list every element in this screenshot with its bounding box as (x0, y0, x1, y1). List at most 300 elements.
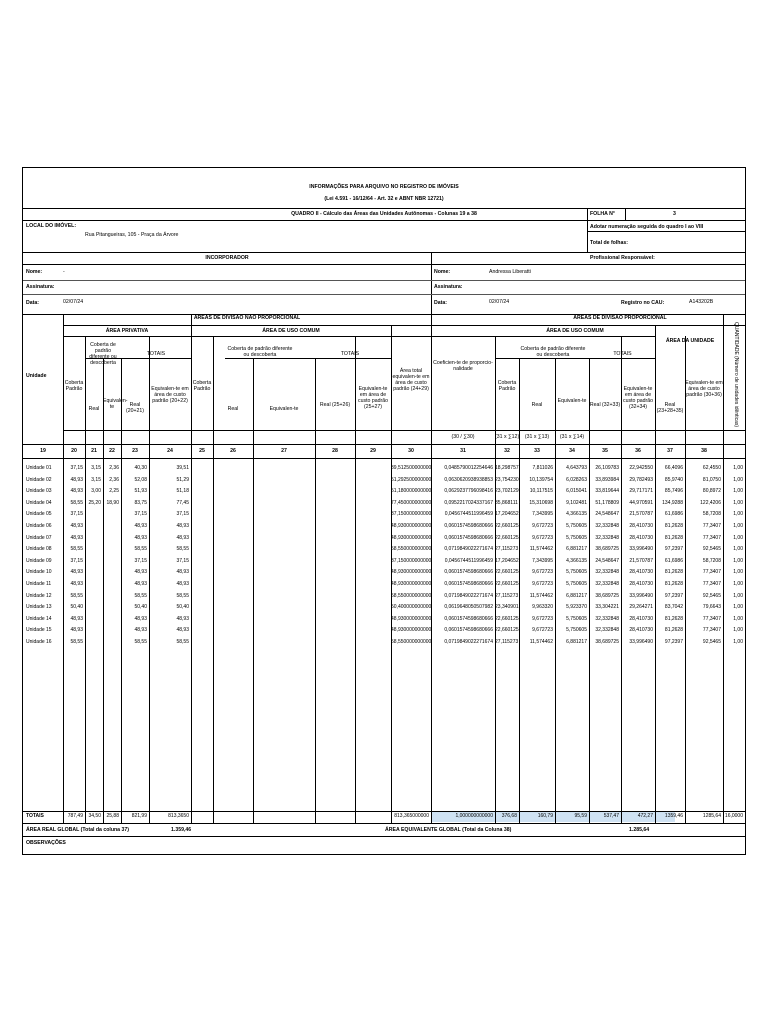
col-number-36: 36 (635, 448, 641, 454)
coberta-desc-3: Coberta de padrão diferente ou descoberta (520, 346, 586, 358)
row-5-cell-5: 37,15 (176, 511, 189, 518)
row-6-cell-0: Unidade 06 (26, 523, 52, 529)
area-da-unidade: ÁREA DA UNIDADE (665, 338, 715, 344)
row-7-cell-19: 77,3407 (702, 534, 721, 541)
row-1-cell-17: 22,942550 (629, 465, 653, 471)
row-16-cell-12: 0,0719849022271674 (444, 639, 493, 645)
row-1-cell-19: 62,4550 (702, 465, 721, 471)
row-3-cell-17: 29,717171 (629, 488, 653, 495)
row-12-cell-19: 92,5465 (702, 592, 721, 599)
equiv-29: Equivalen-te em área de custo padrão (25+27) (358, 386, 388, 410)
row-10-cell-13: 22,660125 (495, 569, 519, 576)
row-7-cell-4: 48,93 (134, 534, 147, 541)
row-14-cell-16: 32,332848 (595, 615, 619, 622)
row-5-cell-20: 1,00 (733, 511, 743, 518)
row-1-cell-0: Unidade 01 (26, 465, 52, 471)
row-1-cell-3: 2,36 (109, 465, 119, 471)
row-9-cell-5: 37,15 (176, 557, 189, 564)
row-4-cell-5: 77,45 (176, 499, 189, 506)
row-5-cell-13: 17,204652 (495, 511, 519, 518)
row-1-cell-1: 37,15 (70, 465, 83, 471)
row-16-cell-14: 11,574462 (529, 639, 553, 645)
area-total-eq-30: Área total equivalen-te em área de custo padrão (24+29) (392, 368, 430, 392)
row-8-cell-1: 58,55 (70, 546, 83, 553)
row-15-cell-12: 0,0601574598680666 (444, 627, 493, 634)
row-6-cell-14: 9,672723 (532, 523, 553, 529)
table-row (23, 556, 745, 567)
row-3-cell-11: 51,180000000000 (391, 488, 432, 495)
row-9-cell-1: 37,15 (70, 557, 83, 564)
row-11-cell-14: 9,672723 (532, 581, 553, 587)
totals-cell-19: 1285,64 (702, 813, 721, 819)
row-12-cell-16: 38,689725 (595, 592, 619, 599)
row-2-cell-2: 3,15 (91, 476, 101, 483)
row-5-cell-18: 61,6986 (664, 511, 683, 518)
row-9-cell-20: 1,00 (733, 557, 743, 564)
col-number-30: 30 (408, 448, 414, 454)
data-incorporador[interactable]: 02/07/24 (63, 299, 84, 305)
row-13-cell-17: 29,264271 (629, 604, 653, 611)
row-3-cell-12: 0,0629237796098416 (444, 488, 493, 495)
col-number-27: 27 (281, 448, 287, 454)
row-3-cell-13: 23,702129 (495, 488, 519, 495)
row-2-cell-11: 51,292500000000 (391, 476, 432, 483)
row-3-cell-19: 80,8972 (702, 488, 721, 495)
row-10-cell-14: 9,672723 (532, 569, 553, 576)
row-6-cell-18: 81,2628 (664, 523, 683, 529)
row-8-cell-4: 58,55 (134, 546, 147, 553)
row-7-cell-5: 48,93 (176, 534, 189, 541)
row-13-cell-0: Unidade 13 (26, 604, 52, 611)
nome-label-prof: Nome: (434, 269, 451, 275)
row-15-cell-16: 32,332848 (595, 627, 619, 634)
row-1-cell-15: 4,643793 (566, 465, 587, 471)
row-11-cell-20: 1,00 (733, 581, 743, 587)
row-3-cell-20: 1,00 (733, 488, 743, 495)
equiv-27: Equivalen-te (269, 406, 299, 412)
col-number-29: 29 (370, 448, 376, 454)
row-10-cell-18: 81,2628 (664, 569, 683, 576)
totals-cell-3: 25,88 (106, 813, 119, 819)
table-row (23, 463, 745, 474)
row-14-cell-12: 0,0601574598680666 (444, 615, 493, 622)
row-15-cell-1: 48,93 (70, 627, 83, 634)
area-eq-global-label: ÁREA EQUIVALENTE GLOBAL (Total da Coluna 38) (385, 827, 512, 833)
row-16-cell-13: 27,115273 (495, 639, 519, 645)
row-2-cell-3: 2,36 (109, 476, 119, 483)
row-15-cell-18: 81,2628 (664, 627, 683, 634)
row-10-cell-5: 48,93 (176, 569, 189, 576)
table-row (23, 475, 745, 486)
row-13-cell-4: 50,40 (134, 604, 147, 611)
area-uso-comum-prop: ÁREA DE USO COMUM (546, 328, 604, 334)
row-16-cell-19: 92,5465 (702, 639, 721, 645)
row-2-cell-20: 1,00 (733, 476, 743, 483)
row-2-cell-14: 10,139754 (529, 476, 553, 483)
row-12-cell-13: 27,115273 (495, 592, 519, 599)
row-15-cell-0: Unidade 15 (26, 627, 52, 634)
row-12-cell-4: 58,55 (134, 592, 147, 599)
row-4-cell-12: 0,0952217024337167 (444, 499, 493, 506)
row-13-cell-11: 50,400000000000 (391, 604, 432, 611)
row-5-cell-4: 37,15 (134, 511, 147, 518)
data-label: Data: (26, 300, 39, 306)
formula-33: (31 x ∑13) (524, 434, 550, 440)
row-15-cell-17: 28,410730 (629, 627, 653, 634)
formula-32: (31 x ∑12) (495, 434, 520, 440)
area-real-global-label: ÁREA REAL GLOBAL (Total da coluna 37) (26, 827, 129, 833)
row-11-cell-11: 48,930000000000 (391, 581, 432, 587)
col-number-25: 25 (199, 448, 205, 454)
nome-profissional[interactable]: Andressa Liberatti (489, 269, 531, 275)
coberta-desc-1: Coberta de padrão diferente ou descoberta (89, 342, 117, 366)
row-9-cell-17: 21,570787 (629, 557, 653, 564)
row-9-cell-14: 7,343995 (532, 557, 553, 564)
areas-nao-proporcional: ÁREAS DE DIVISÃO NÃO PROPORCIONAL (193, 315, 301, 321)
row-7-cell-18: 81,2628 (664, 534, 683, 541)
col-number-33: 33 (534, 448, 540, 454)
row-4-cell-18: 134,9288 (662, 499, 683, 506)
real-37: Real (23+28+35) (656, 402, 684, 414)
row-8-cell-0: Unidade 08 (26, 546, 52, 553)
unidade-heading: Unidade (26, 373, 47, 379)
row-15-cell-20: 1,00 (733, 627, 743, 634)
row-15-cell-5: 48,93 (176, 627, 189, 634)
row-8-cell-18: 97,2397 (664, 546, 683, 553)
row-10-cell-20: 1,00 (733, 569, 743, 576)
row-14-cell-13: 22,660125 (495, 615, 519, 622)
equiv-24: Equivalen-te em área de custo padrão (20+22) (151, 386, 189, 404)
row-4-cell-2: 25,20 (88, 499, 101, 506)
row-12-cell-5: 58,55 (176, 592, 189, 599)
row-9-cell-15: 4,366135 (566, 557, 587, 564)
row-3-cell-2: 3,00 (91, 488, 101, 495)
row-15-cell-4: 48,93 (134, 627, 147, 634)
real-23: Real (20+21) (125, 402, 145, 414)
totals-cell-2: 34,50 (88, 813, 101, 819)
folha-value: 3 (673, 211, 676, 217)
row-15-cell-11: 48,930000000000 (391, 627, 432, 634)
row-2-cell-0: Unidade 02 (26, 476, 52, 483)
quantidade-heading: QUANTIDADE (Número de unidades idênticas) (733, 322, 739, 428)
cau-value[interactable]: A143202B (689, 299, 714, 305)
total-folhas: Total de folhas: (590, 240, 628, 246)
row-4-cell-1: 58,55 (70, 499, 83, 506)
row-9-cell-18: 61,6986 (664, 557, 683, 564)
coberta-padrao-3: Coberta Padrão (497, 380, 517, 392)
row-4-cell-20: 1,00 (733, 499, 743, 506)
row-9-cell-16: 24,548647 (595, 557, 619, 564)
quadro-title: QUADRO II - Cálculo das Áreas das Unidades Autônomas - Colunas 19 a 38 (291, 211, 477, 217)
row-1-cell-5: 39,51 (176, 465, 189, 471)
row-13-cell-18: 83,7042 (664, 604, 683, 611)
row-12-cell-14: 11,574462 (529, 592, 553, 599)
row-3-cell-0: Unidade 03 (26, 488, 52, 495)
row-15-cell-14: 9,672723 (532, 627, 553, 634)
row-1-cell-11: 39,512500000000 (391, 465, 432, 471)
col-number-26: 26 (230, 448, 236, 454)
row-10-cell-0: Unidade 10 (26, 569, 52, 576)
row-4-cell-14: 15,310698 (529, 499, 553, 506)
row-10-cell-12: 0,0601574598680666 (444, 569, 493, 576)
form-subtitle: (Lei 4.591 - 16/12/64 - Art. 32 e ABNT NBR 12721) (324, 196, 444, 202)
row-11-cell-17: 28,410730 (629, 581, 653, 587)
row-4-cell-15: 9,102481 (566, 499, 587, 506)
col-number-35: 35 (602, 448, 608, 454)
row-9-cell-12: 0,0456744511996459 (444, 557, 493, 564)
row-13-cell-5: 50,40 (176, 604, 189, 611)
totals-cell-17: 472,27 (637, 813, 653, 819)
row-11-cell-16: 32,332848 (595, 581, 619, 587)
row-14-cell-11: 48,930000000000 (391, 615, 432, 622)
row-8-cell-17: 33,996490 (629, 546, 653, 553)
totals-row (23, 811, 745, 822)
data-label-prof: Data: (434, 300, 447, 306)
row-4-cell-17: 44,970591 (629, 499, 653, 506)
row-6-cell-15: 5,750605 (566, 523, 587, 529)
nome-incorporador[interactable]: - (63, 269, 65, 275)
row-8-cell-12: 0,0719849022271674 (444, 546, 493, 553)
row-6-cell-16: 32,332848 (595, 523, 619, 529)
row-16-cell-4: 58,55 (134, 639, 147, 645)
row-13-cell-15: 5,923370 (566, 604, 587, 611)
row-4-cell-13: 35,868111 (495, 499, 518, 506)
row-2-cell-17: 29,782493 (629, 476, 653, 483)
row-8-cell-16: 38,689725 (595, 546, 619, 553)
row-16-cell-1: 58,55 (70, 639, 83, 645)
row-9-cell-4: 37,15 (134, 557, 147, 564)
table-row (23, 567, 745, 578)
folha-label: FOLHA N° (590, 211, 615, 217)
coberta-desc-2: Coberta de padrão diferente ou descoberta (227, 346, 293, 358)
totals-cell-16: 537,47 (603, 813, 619, 819)
row-7-cell-16: 32,332848 (595, 534, 619, 541)
row-12-cell-11: 58,550000000000 (391, 592, 432, 599)
area-real-global-value: 1.359,46 (171, 827, 192, 833)
row-7-cell-14: 9,672723 (532, 534, 553, 541)
table-row (23, 533, 745, 544)
totais-2: TOTAIS (340, 351, 360, 357)
row-7-cell-0: Unidade 07 (26, 534, 52, 541)
row-14-cell-14: 9,672723 (532, 615, 553, 622)
real-33: Real (531, 402, 543, 408)
row-11-cell-18: 81,2628 (664, 581, 683, 587)
row-6-cell-19: 77,3407 (702, 523, 721, 529)
row-8-cell-15: 6,881217 (566, 546, 587, 553)
row-3-cell-16: 33,819644 (595, 488, 619, 495)
row-5-cell-0: Unidade 05 (26, 511, 52, 518)
row-3-cell-3: 2,25 (109, 488, 119, 495)
col-number-20: 20 (71, 448, 77, 454)
area-privativa: ÁREA PRIVATIVA (105, 328, 149, 334)
row-7-cell-12: 0,0601574598680666 (444, 534, 493, 541)
row-3-cell-15: 6,015041 (566, 488, 587, 495)
row-4-cell-19: 122,4206 (700, 499, 721, 506)
row-16-cell-0: Unidade 16 (26, 639, 52, 645)
row-2-cell-1: 48,93 (70, 476, 83, 483)
col-number-37: 37 (667, 448, 673, 454)
col-number-22: 22 (109, 448, 115, 454)
coef-31: Coeficien-te de proporcio-nalidade (433, 360, 493, 372)
row-3-cell-5: 51,18 (176, 488, 189, 495)
real-28: Real (25+26) (319, 402, 351, 408)
row-3-cell-4: 51,93 (134, 488, 147, 495)
formula-34: (31 x ∑14) (559, 434, 585, 440)
col-number-28: 28 (332, 448, 338, 454)
row-10-cell-16: 32,332848 (595, 569, 619, 576)
row-5-cell-11: 37,150000000000 (391, 511, 432, 518)
row-16-cell-20: 1,00 (733, 639, 743, 645)
area-uso-comum: ÁREA DE USO COMUM (262, 328, 320, 334)
row-10-cell-11: 48,930000000000 (391, 569, 432, 576)
row-9-cell-13: 17,204652 (495, 557, 519, 564)
totais-3: TOTAIS (613, 351, 632, 357)
row-1-cell-4: 40,30 (134, 465, 147, 471)
row-8-cell-19: 92,5465 (702, 546, 721, 553)
row-5-cell-17: 21,570787 (629, 511, 653, 518)
row-2-cell-13: 23,754230 (495, 476, 519, 483)
row-7-cell-17: 28,410730 (629, 534, 653, 541)
coberta-padrao-2: Coberta Padrão (192, 380, 212, 392)
row-8-cell-14: 11,574462 (529, 546, 553, 553)
row-11-cell-5: 48,93 (176, 581, 189, 587)
row-9-cell-19: 58,7208 (702, 557, 721, 564)
row-3-cell-1: 48,93 (70, 488, 83, 495)
totals-cell-4: 821,99 (131, 813, 147, 819)
row-7-cell-13: 22,660125 (495, 534, 519, 541)
row-6-cell-13: 22,660125 (495, 523, 519, 529)
row-10-cell-19: 77,3407 (702, 569, 721, 576)
row-13-cell-1: 50,40 (70, 604, 83, 611)
row-1-cell-2: 3,15 (91, 465, 101, 471)
row-16-cell-18: 97,2397 (664, 639, 683, 645)
data-profissional[interactable]: 02/07/24 (489, 299, 510, 305)
totals-cell-0: TOTAIS (26, 813, 44, 819)
row-1-cell-12: 0,0485790012254646 (444, 465, 493, 471)
row-15-cell-19: 77,3407 (702, 627, 721, 634)
row-13-cell-12: 0,0619648050507982 (444, 604, 493, 611)
cau-label: Registro no CAU: (621, 300, 665, 306)
table-row (23, 544, 745, 555)
col-number-31: 31 (460, 448, 466, 454)
row-2-cell-19: 81,0750 (702, 476, 721, 483)
row-16-cell-16: 38,689725 (595, 639, 619, 645)
table-row (23, 579, 745, 590)
row-2-cell-4: 52,08 (134, 476, 147, 483)
totals-cell-15: 95,59 (574, 813, 587, 819)
row-15-cell-13: 22,660125 (495, 627, 519, 634)
row-11-cell-0: Unidade 11 (26, 581, 52, 587)
area-eq-global-value: 1.285,64 (629, 827, 650, 833)
row-4-cell-4: 83,75 (134, 499, 147, 506)
col-number-38: 38 (701, 448, 707, 454)
row-10-cell-15: 5,750605 (566, 569, 587, 576)
table-row (23, 591, 745, 602)
row-8-cell-11: 58,550000000000 (391, 546, 432, 553)
row-4-cell-3: 18,90 (106, 499, 119, 506)
table-row (23, 486, 745, 497)
row-11-cell-4: 48,93 (134, 581, 147, 587)
row-2-cell-15: 6,028263 (566, 476, 587, 483)
row-2-cell-16: 33,893984 (595, 476, 619, 483)
row-1-cell-16: 26,109783 (595, 465, 619, 471)
row-7-cell-15: 5,750605 (566, 534, 587, 541)
row-9-cell-11: 37,150000000000 (391, 557, 432, 564)
local-label: LOCAL DO IMÓVEL: (26, 223, 77, 229)
totals-cell-20: 16,0000 (724, 813, 743, 819)
assinatura-label-prof: Assinatura: (434, 284, 463, 290)
row-5-cell-15: 4,366135 (566, 511, 587, 518)
row-10-cell-17: 28,410730 (629, 569, 653, 576)
totais-1: TOTAIS (146, 351, 166, 357)
row-16-cell-15: 6,881217 (566, 639, 587, 645)
row-2-cell-18: 85,9740 (664, 476, 683, 483)
row-12-cell-20: 1,00 (733, 592, 743, 599)
profissional-heading: Profissional Responsável: (590, 255, 655, 261)
row-12-cell-17: 33,996490 (629, 592, 653, 599)
row-11-cell-12: 0,0601574598680666 (444, 581, 493, 587)
table-row (23, 625, 745, 636)
row-5-cell-19: 58,7208 (702, 511, 721, 518)
row-1-cell-13: 18,298757 (495, 465, 519, 471)
formula-31: (30 / ∑30) (451, 434, 475, 440)
real-21: Real (88, 406, 100, 412)
row-13-cell-19: 79,6643 (702, 604, 721, 611)
row-4-cell-16: 51,178809 (595, 499, 619, 506)
row-14-cell-0: Unidade 14 (26, 615, 52, 622)
row-7-cell-20: 1,00 (733, 534, 743, 541)
row-14-cell-19: 77,3407 (702, 615, 721, 622)
row-8-cell-5: 58,55 (176, 546, 189, 553)
row-2-cell-12: 0,0630620938938853 (444, 476, 493, 483)
equiv-22: Equivalen-te (103, 398, 128, 410)
row-13-cell-16: 33,304221 (595, 604, 619, 611)
row-16-cell-5: 58,55 (176, 639, 189, 645)
adotar-note: Adotar numeração seguida do quadro I ao VIII (590, 224, 704, 230)
col-number-24: 24 (167, 448, 173, 454)
row-2-cell-5: 51,29 (176, 476, 189, 483)
table-row (23, 521, 745, 532)
table-row (23, 509, 745, 520)
row-6-cell-5: 48,93 (176, 523, 189, 529)
table-row (23, 498, 745, 509)
row-7-cell-11: 48,930000000000 (391, 534, 432, 541)
real-35: Real (32+33) (589, 402, 621, 408)
row-11-cell-13: 22,660125 (495, 581, 519, 587)
row-6-cell-11: 48,930000000000 (391, 523, 432, 529)
row-6-cell-20: 1,00 (733, 523, 743, 529)
row-10-cell-1: 48,93 (70, 569, 83, 576)
row-8-cell-20: 1,00 (733, 546, 743, 553)
table-row (23, 602, 745, 613)
equiv-34: Equivalen-te (557, 398, 587, 404)
row-12-cell-12: 0,0719849022271674 (444, 592, 493, 599)
row-5-cell-16: 24,548647 (595, 511, 619, 518)
totals-cell-13: 376,68 (501, 813, 517, 819)
row-5-cell-12: 0,0456744511996459 (444, 511, 493, 518)
areas-proporcional: ÁREAS DE DIVISÃO PROPORCIONAL (573, 315, 667, 321)
equiv-38: Equivalen-te em área de custo padrão (30+36) (685, 380, 723, 398)
row-5-cell-1: 37,15 (70, 511, 83, 518)
row-13-cell-13: 23,340901 (495, 604, 519, 611)
col-number-19: 19 (40, 448, 46, 454)
row-16-cell-17: 33,996490 (629, 639, 653, 645)
coberta-padrao-1: Coberta Padrão (64, 380, 84, 392)
row-13-cell-14: 9,963320 (532, 604, 553, 611)
nome-label: Nome: (26, 269, 43, 275)
row-3-cell-14: 10,117515 (529, 488, 553, 495)
row-14-cell-17: 28,410730 (629, 615, 653, 622)
